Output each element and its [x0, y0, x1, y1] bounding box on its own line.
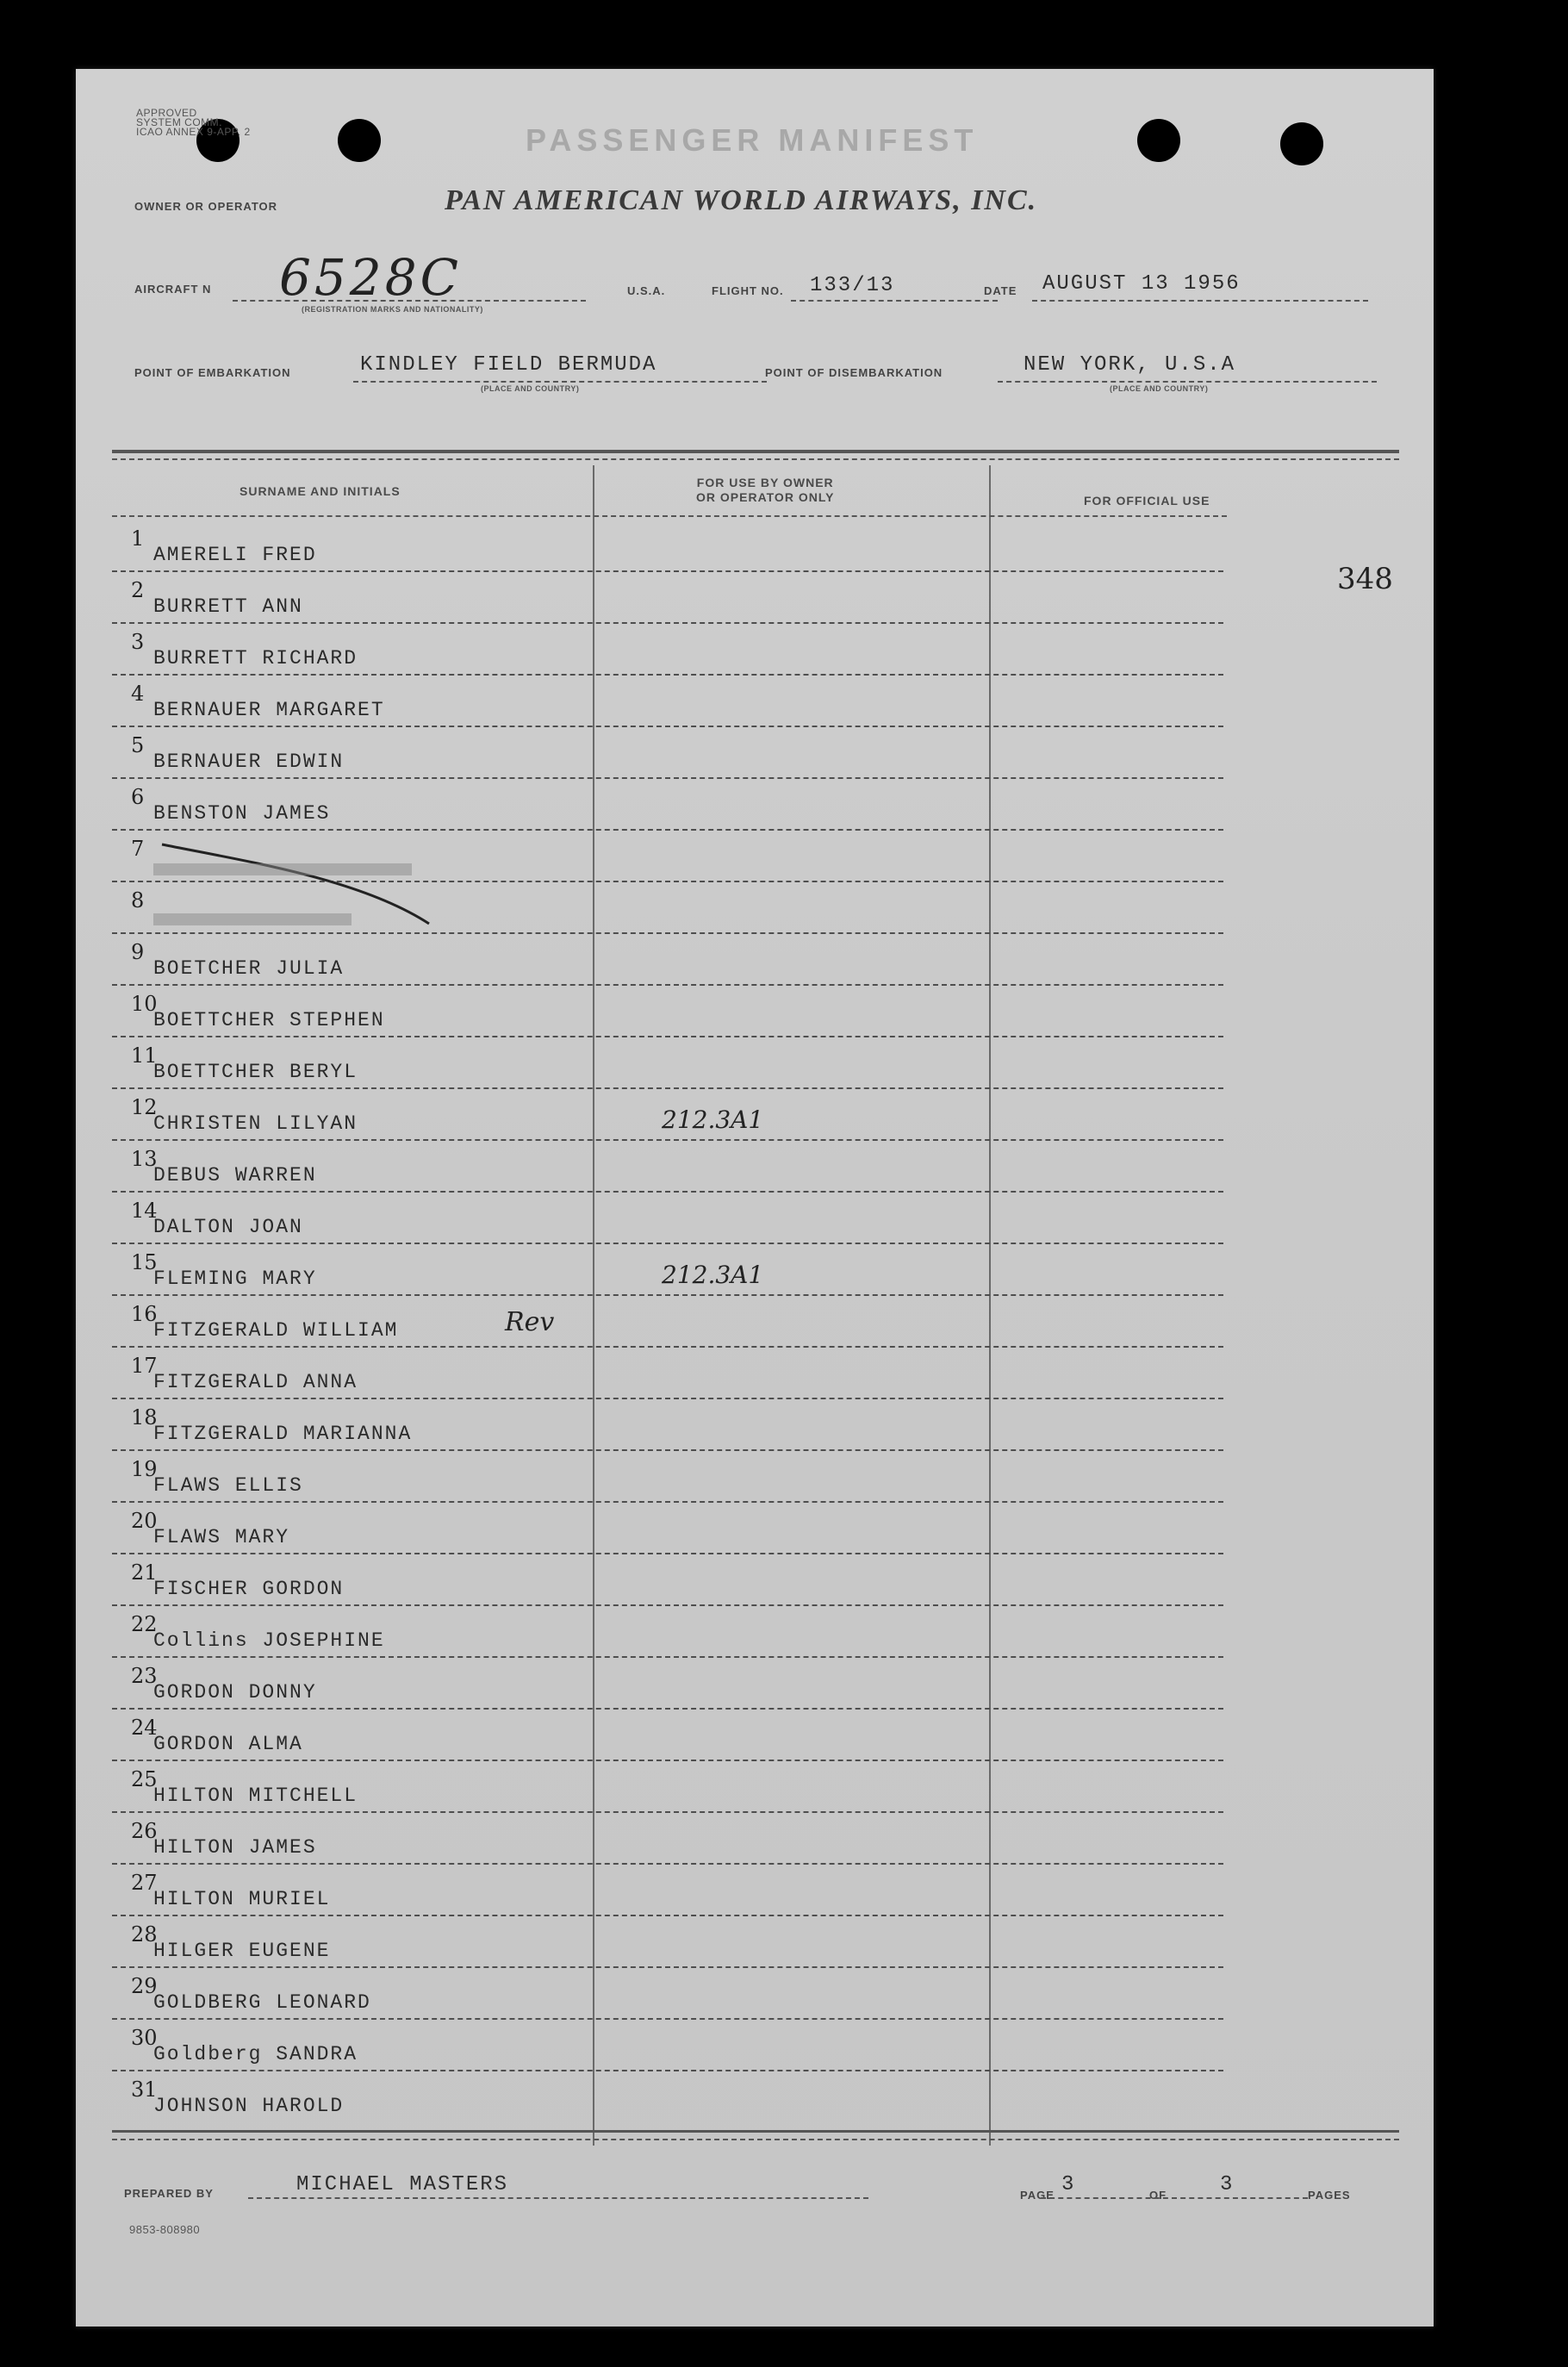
table-bottom-rule [112, 2130, 1399, 2133]
row-number: 19 [131, 1457, 158, 1481]
passenger-name: FITZGERALD WILLIAM [153, 1319, 399, 1342]
manifest-sheet [76, 69, 1434, 2327]
table-row [76, 625, 1368, 676]
table-row [76, 1400, 1368, 1451]
passenger-name: BURRETT RICHARD [153, 647, 358, 670]
row-rule [112, 1501, 1223, 1503]
passenger-name: GOLDBERG LEONARD [153, 1991, 371, 2014]
passenger-name: BOETTCHER BERYL [153, 1061, 358, 1083]
table-row [76, 1969, 1368, 2020]
table-row [76, 2021, 1368, 2071]
date-label: DATE [984, 284, 1017, 297]
row-rule [112, 1760, 1223, 1761]
flight-value: 133/13 [810, 274, 895, 297]
table-row [76, 1090, 1368, 1141]
row-number: 4 [131, 682, 145, 706]
table-row [76, 1142, 1368, 1193]
approval-stamp: APPROVED SYSTEM COMM. ICAO ANNEX 9-APP. 2 [136, 107, 251, 138]
row-rule [112, 1398, 1223, 1399]
table-row [76, 1814, 1368, 1865]
aircraft-sub: (REGISTRATION MARKS AND NATIONALITY) [302, 305, 483, 314]
table-row [76, 987, 1368, 1037]
passenger-name: BOETTCHER STEPHEN [153, 1009, 385, 1031]
row-rule [112, 1243, 1223, 1244]
row-number: 3 [131, 630, 145, 654]
table-row [76, 1452, 1368, 1503]
passenger-name: FLAWS MARY [153, 1526, 290, 1548]
of-value: 3 [1220, 2173, 1235, 2196]
form-code: 9853-808980 [129, 2223, 201, 2236]
row-number: 21 [131, 1560, 158, 1585]
table-row [76, 1038, 1368, 1089]
row-rule [112, 622, 1223, 624]
passenger-name: FLAWS ELLIS [153, 1474, 303, 1497]
col-header-name: SURNAME AND INITIALS [240, 484, 401, 498]
row-rule [112, 1708, 1223, 1710]
row-number: 22 [131, 1612, 158, 1636]
row-rule [112, 1604, 1223, 1606]
passenger-name: HILTON MURIEL [153, 1888, 331, 1910]
passenger-name: BOETCHER JULIA [153, 957, 345, 980]
row-number: 5 [131, 733, 145, 757]
passenger-name: AMERELI FRED [153, 544, 317, 566]
row-number: 24 [131, 1716, 158, 1740]
prepared-value: MICHAEL MASTERS [296, 2173, 509, 2196]
row-rule [112, 2018, 1223, 2020]
owner-note: 212.3A1 [662, 1106, 764, 1134]
margin-number: 348 [1337, 562, 1393, 596]
row-number: 11 [131, 1043, 158, 1068]
aircraft-line [233, 300, 586, 302]
row-number: 29 [131, 1974, 158, 1998]
punch-hole [1280, 122, 1323, 165]
page-label: PAGE [1020, 2189, 1055, 2202]
table-row [76, 1607, 1368, 1658]
row-number: 9 [131, 940, 145, 964]
row-rule [112, 1863, 1223, 1865]
col-header-official: FOR OFFICIAL USE [1084, 494, 1210, 508]
punch-hole [338, 119, 381, 162]
row-number: 17 [131, 1354, 158, 1378]
date-line [1032, 300, 1368, 302]
row-number: 2 [131, 578, 145, 602]
passenger-name: Collins JOSEPHINE [153, 1629, 385, 1652]
table-row [76, 1297, 1368, 1348]
embark-line [353, 381, 767, 383]
passenger-name: FITZGERALD MARIANNA [153, 1423, 413, 1445]
disembark-value: NEW YORK, U.S.A [1024, 353, 1236, 377]
passenger-name: HILGER EUGENE [153, 1940, 331, 1962]
row-number: 13 [131, 1147, 158, 1171]
passenger-name: DALTON JOAN [153, 1216, 303, 1238]
col-header-owner: FOR USE BY OWNER OR OPERATOR ONLY [696, 476, 835, 504]
passenger-name: DEBUS WARREN [153, 1164, 317, 1187]
row-rule [112, 674, 1223, 676]
table-row [76, 1555, 1368, 1606]
row-rule [112, 984, 1223, 986]
table-row [76, 1659, 1368, 1710]
table-top-rule-2 [112, 458, 1399, 460]
passenger-name: CHRISTEN LILYAN [153, 1112, 358, 1135]
row-number: 23 [131, 1664, 158, 1688]
row-rule [112, 1036, 1223, 1037]
table-row [76, 1504, 1368, 1554]
row-rule [112, 1139, 1223, 1141]
prepared-line [248, 2197, 868, 2199]
table-row [76, 2072, 1368, 2123]
table-row [76, 521, 1368, 572]
aircraft-value: 6528C [279, 248, 462, 307]
row-rule [112, 1656, 1223, 1658]
table-row [76, 1917, 1368, 1968]
passenger-name: FLEMING MARY [153, 1268, 317, 1290]
row-rule [112, 1191, 1223, 1193]
strike-through-mark [145, 827, 524, 965]
row-number: 18 [131, 1405, 158, 1430]
row-rule [112, 1087, 1223, 1089]
row-rule [112, 1553, 1223, 1554]
disembark-line [998, 381, 1377, 383]
passenger-name: HILTON JAMES [153, 1836, 317, 1859]
table-row [76, 573, 1368, 624]
page-line [1041, 2197, 1308, 2199]
embark-label: POINT OF EMBARKATION [134, 366, 291, 379]
row-number: 6 [131, 785, 145, 809]
passenger-name: JOHNSON HAROLD [153, 2095, 345, 2117]
disembark-sub: (PLACE AND COUNTRY) [1110, 384, 1209, 393]
flight-label: FLIGHT NO. [712, 284, 784, 297]
header-bottom-rule [112, 515, 1227, 517]
table-row [76, 1245, 1368, 1296]
table-bottom-rule-2 [112, 2139, 1399, 2140]
row-number: 8 [131, 888, 145, 913]
row-rule [112, 777, 1223, 779]
row-rule [112, 570, 1223, 572]
table-row [76, 1866, 1368, 1916]
owner-label: OWNER OR OPERATOR [134, 200, 278, 213]
passenger-name: HILTON MITCHELL [153, 1785, 358, 1807]
row-number: 30 [131, 2026, 158, 2050]
row-rule [112, 1915, 1223, 1916]
flight-line [791, 300, 998, 302]
passenger-name: GORDON DONNY [153, 1681, 317, 1704]
table-row [76, 676, 1368, 727]
embark-sub: (PLACE AND COUNTRY) [481, 384, 580, 393]
passenger-name: BURRETT ANN [153, 595, 303, 618]
row-rule [112, 726, 1223, 727]
row-number: 31 [131, 2077, 158, 2102]
prepared-label: PREPARED BY [124, 2187, 214, 2200]
row-number: 10 [131, 992, 158, 1016]
row-number: 16 [131, 1302, 158, 1326]
table-row [76, 1193, 1368, 1244]
table-top-rule [112, 450, 1399, 453]
passenger-name: BERNAUER MARGARET [153, 699, 385, 721]
row-number: 1 [131, 526, 145, 551]
table-row [76, 780, 1368, 831]
table-row [76, 1710, 1368, 1761]
row-number: 25 [131, 1767, 158, 1791]
row-number: 28 [131, 1922, 158, 1947]
date-value: AUGUST 13 1956 [1042, 272, 1241, 296]
form-title: PASSENGER MANIFEST [526, 122, 979, 158]
disembark-label: POINT OF DISEMBARKATION [765, 366, 943, 379]
page-value: 3 [1061, 2173, 1076, 2196]
table-row [76, 1349, 1368, 1399]
of-label: OF [1149, 2189, 1167, 2202]
row-number: 15 [131, 1250, 158, 1274]
passenger-name: BENSTON JAMES [153, 802, 331, 825]
row-number: 14 [131, 1199, 158, 1223]
passenger-name: FITZGERALD ANNA [153, 1371, 358, 1393]
pages-label: PAGES [1308, 2189, 1351, 2202]
row-number: 12 [131, 1095, 158, 1119]
row-number: 26 [131, 1819, 158, 1843]
passenger-name: GORDON ALMA [153, 1733, 303, 1755]
table-row [76, 728, 1368, 779]
row-number: 7 [131, 837, 145, 861]
passenger-name: FISCHER GORDON [153, 1578, 345, 1600]
table-row [76, 1762, 1368, 1813]
row-rule [112, 1449, 1223, 1451]
row-rule [112, 1811, 1223, 1813]
row-rule [112, 1346, 1223, 1348]
usa-label: U.S.A. [627, 284, 666, 297]
row-number: 20 [131, 1509, 158, 1533]
row-rule [112, 1294, 1223, 1296]
owner-note: 212.3A1 [662, 1261, 764, 1289]
embark-value: KINDLEY FIELD BERMUDA [360, 353, 657, 377]
passenger-name: BERNAUER EDWIN [153, 751, 345, 773]
row-number: 27 [131, 1871, 158, 1895]
row-rule [112, 2070, 1223, 2071]
aircraft-label: AIRCRAFT N [134, 283, 212, 296]
punch-hole [1137, 119, 1180, 162]
passenger-name: Goldberg SANDRA [153, 2043, 358, 2065]
company-name: PAN AMERICAN WORLD AIRWAYS, INC. [445, 184, 1038, 216]
title-note: Rev [505, 1307, 555, 1337]
row-rule [112, 1966, 1223, 1968]
